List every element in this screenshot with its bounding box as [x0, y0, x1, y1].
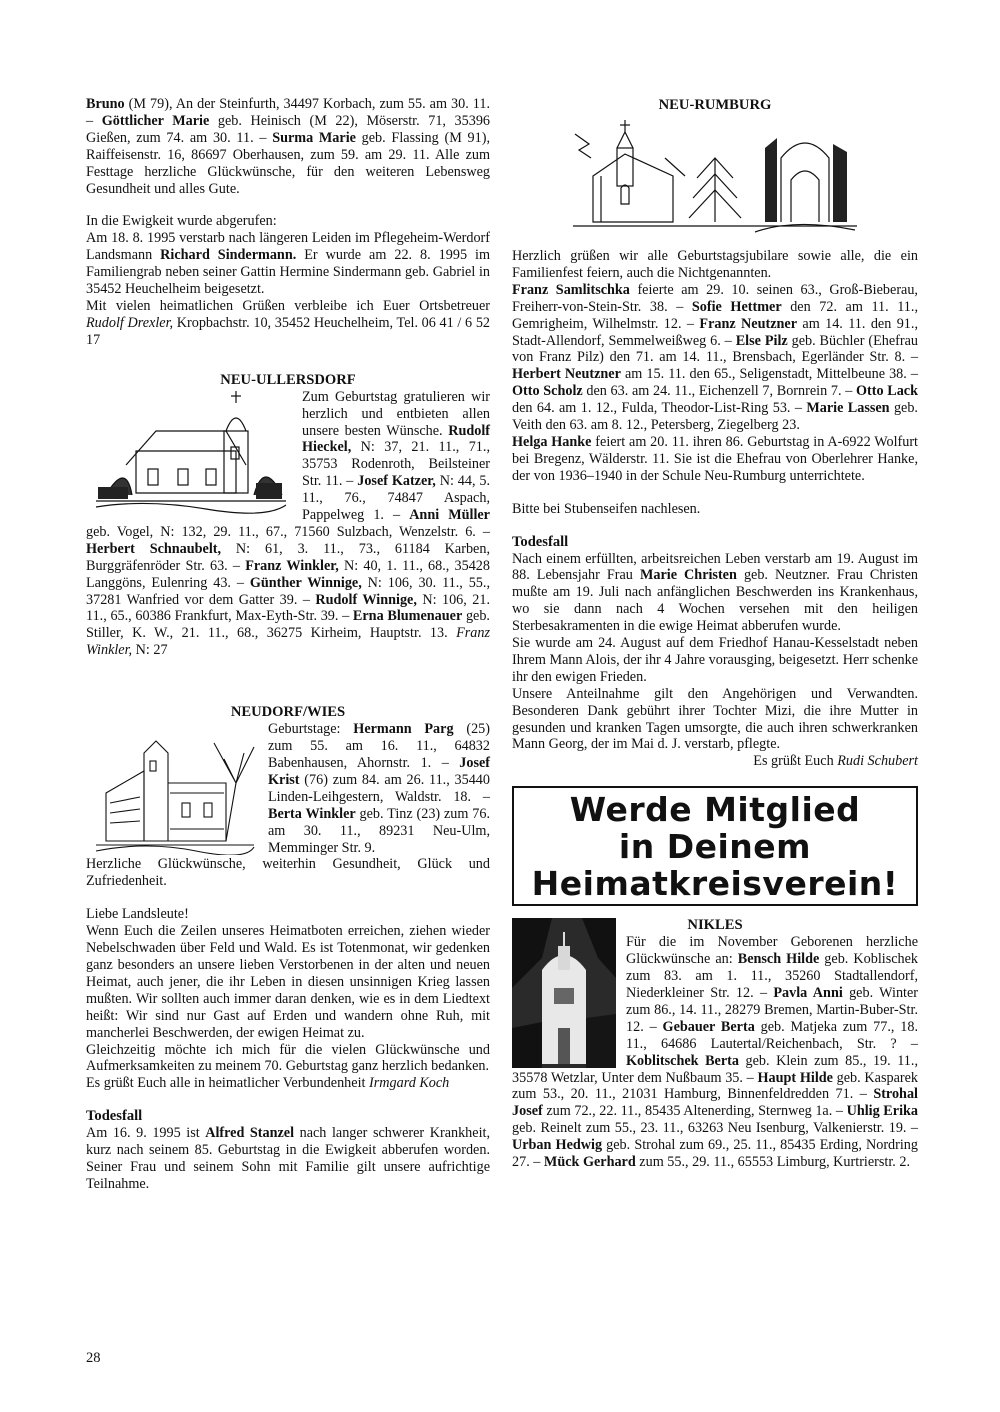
text-run: Mit vielen heimatlichen Grüßen verbleibe ich Euer Ortsbetreuer: [86, 297, 490, 314]
text-run: geb. Matjeka zum 77., 18. 11., 64686 Lautertal/Reichenbach, Str. ? –: [626, 1018, 919, 1052]
text-run: N: 106, 21. 11., 65., 60386 Frankfurt, Max-Eyth-Str. 39. –: [86, 591, 490, 625]
right-column: [512, 96, 918, 1171]
text-run: feiert am 20. 11. ihren 86. Geburtstag in A-6922 Wolfurt bei Bregenz, Wälderstr. 11. Sie ist die Ehefrau von Oberlehrer Hanke, der von 1936–1940 in der Schule Neu-Rumburg unterrichtete.: [512, 433, 919, 484]
text-run: am 14. 11. den 91., Stadt-Allendorf, Semmelweißweg 6. –: [512, 315, 918, 349]
ewigkeit-paragraph: [86, 230, 490, 298]
bold-name: Franz Winkler,: [245, 557, 339, 574]
church-ruin-illustration: [86, 723, 258, 855]
text-run: geb. Stiller, K. W., 21. 11., 68., 36275 Kirheim, Hauptstr. 13.: [86, 608, 490, 642]
banner-line-2: in Deinem: [618, 826, 812, 866]
bold-name: Günther Winnige,: [249, 574, 362, 591]
bold-name: Else Pilz: [735, 332, 788, 349]
bold-name: Helga Hanke: [512, 433, 592, 450]
church-illustration: [86, 391, 294, 515]
left-column: [86, 96, 490, 1193]
text-run: Es grüßt Euch alle in heimatlicher Verbundenheit: [86, 1075, 370, 1092]
text-run: zum 55., 29. 11., 65553 Limburg, Kurtrierstr. 2.: [635, 1154, 911, 1171]
bold-name: Alfred Stanzel: [205, 1125, 295, 1142]
text-run: N: 40, 1. 11., 68., 35428 Langgöns, Eulenring 43. –: [86, 557, 490, 591]
neudorf-title: NEUDORF/WIES: [230, 704, 346, 721]
landsleute-body: Wenn Euch die Zeilen unseres Heimatboten erreichen, ziehen wieder Nebelschwaden über Feld und Wald. Es ist Totenmonat, wir gedenken ganz besonders an unsere lieben Verstorbenen in der alten und neuen Heimat, auch jener, die ihr Leben in diesen unsinnigen Krieg lassen mußten. Wir sollten auch immer daran denken, wie es in dem Liedtext heißt: Wir sind nur Gast auf Erden und wandern ohne Ruh, mit mancherlei Beschwerden, der ewigen Heimat zu.: [86, 923, 490, 1041]
bold-name: Josef Katzer,: [357, 473, 436, 490]
text-run: geb. Vogel, N: 132, 29. 11., 67., 71560 Sulzbach, Wenzelstr. 6. –: [86, 523, 490, 540]
text-run: Es grüßt Euch: [753, 753, 838, 770]
italic-text: Irmgard Koch: [369, 1075, 450, 1092]
todesfall-paragraph-left: [86, 1125, 490, 1193]
bold-name: Urban Hedwig: [512, 1137, 603, 1154]
bold-name: Strohal Josef: [512, 1086, 918, 1120]
nikles-title: NIKLES: [687, 917, 743, 934]
text-run: geb. Reinelt zum 55., 23. 11., 63263 Neu Isenburg, Valkenierstr. 19. –: [512, 1120, 918, 1137]
text-run: geb. Neutzner. Frau Christen mußte am 19. Juli nach anfänglichen Beschwerden ins Krankenhaus, wo sie dann nach 4 Wochen versehen mit den heiligen Sterbesakramenten in die ewige Heimat abberufen wurde.: [512, 567, 918, 635]
neu-ullersdorf-title: NEU-ULLERSDORF: [220, 371, 356, 388]
text-run: geb. Büchler (Ehefrau von Franz Pilz) den 71. am 14. 11., Brensbach, Egerländer Str. 8. –: [512, 332, 918, 366]
text-run: (M 79), An der Steinfurth, 34497 Korbach, zum 55. am 30. 11. –: [86, 96, 490, 129]
text-run: Für die im November Geborenen herzliche Glückwünsche an:: [626, 934, 918, 968]
text-run: den 64. am 1. 12., Fulda, Theodor-List-Ring 53. –: [512, 400, 807, 417]
neu-rumburg-title: NEU-RUMBURG: [658, 97, 772, 113]
bold-name: Erna Blumenauer: [352, 608, 463, 625]
bold-name: Koblitschek Berta: [626, 1052, 739, 1069]
neudorf-wishes: Herzliche Glückwünsche, weiterhin Gesundheit, Glück und Zufriedenheit.: [86, 856, 490, 890]
bold-name: Richard Sindermann.: [160, 247, 297, 264]
italic-text: Rudolf Drexler,: [86, 314, 174, 331]
bold-name: Sofie Hettmer: [691, 298, 782, 315]
text-run: feierte am 29. 10. seinen 63., Groß-Bieberau, Freiherr-von-Stein-Str. 38. –: [512, 281, 918, 315]
text-run: Am 16. 9. 1995 ist: [86, 1125, 206, 1142]
text-run: Nach einem erfüllten, arbeitsreichen Leben verstarb am 19. August im 88. Lebensjahr Frau: [512, 550, 918, 584]
tower-photo: [512, 918, 616, 1068]
bold-name: Uhlig Erika: [846, 1103, 918, 1120]
birthday-intro-paragraph: [86, 96, 490, 197]
text-run: N: 44, 5. 11., 76., 74847 Aspach, Pappelweg 1. –: [302, 473, 490, 524]
text-run: geb. Flassing (M 91), Raiffeisenstr. 16, 86697 Oberhausen, zum 59. am 29. 11. Alle zum Festtage herzliche Glückwünsche, für den weiteren Lebensweg Gesundheit und alles Gute.: [86, 129, 491, 197]
ewigkeit-heading: In die Ewigkeit wurde abgerufen:: [86, 213, 277, 230]
italic-text: Franz Winkler,: [86, 625, 490, 659]
text-run: geb. Koblischek zum 83. am 1. 11., 35260 Stadtallendorf, Niederkleiner Str. 12. –: [626, 951, 919, 1001]
text-run: am 15. 11. den 65., Seligenstadt, Mittelbeune 38. –: [620, 366, 918, 383]
bold-name: Franz Samlitschka: [512, 281, 630, 298]
text-run: geb. Kasparek zum 53., 20. 11., 21031 Hamburg, Binnenfeldredden 71. –: [512, 1069, 918, 1103]
neu-rumburg-paragraph: [512, 282, 918, 434]
todesfall-paragraph-3: Unsere Anteilnahme gilt den Angehörigen und Verwandten. Besonderen Dank gebührt ihrer Tochter Mizi, die ihre Mutter in gesunden und kranken Tagen umsorgte, die auch ihren schwerkranken Mann Georg, der im Mai d. J. verstarb, pflegte.: [512, 685, 918, 753]
stubenseifen-note: Bitte bei Stubenseifen nachlesen.: [512, 500, 701, 517]
text-run: N: 27: [132, 642, 168, 659]
ortsbetreuer-greeting: [86, 298, 490, 349]
bold-name: Otto Lack: [855, 383, 918, 400]
banner-line-1: Werde Mitglied: [569, 789, 861, 829]
bold-name: Pavla Anni: [773, 985, 843, 1001]
bold-name: Anni Müller: [409, 507, 490, 524]
bold-name: Herbert Schnaubelt,: [86, 540, 222, 557]
text-run: (25) zum 55. am 16. 11., 64832 Babenhausen, Ahornstr. 1. –: [268, 721, 490, 771]
hanke-paragraph: [512, 434, 918, 485]
text-run: geb. Veith den 63. am 8. 12., Petersberg, Ziegelberg 23.: [512, 400, 918, 434]
todesfall-paragraph-2: Sie wurde am 24. August auf dem Friedhof Hanau-Kesselstadt neben Ihrem Mann Alois, der ihr 4 Jahre vorausging, beigesetzt. Herr schenke ihr den ewigen Frieden.: [512, 635, 918, 685]
text-run: geb. Heinisch (M 22), Möserstr. 71, 35396 Gießen, zum 74. am 30. 11. –: [86, 112, 491, 146]
bold-name: Otto Scholz: [512, 383, 583, 400]
text-run: nach langer schwerer Krankheit, kurz nach seinem 85. Geburtstag in die Ewigkeit abberufen worden. Seiner Frau und seinem Sohn mit Familie gilt unsere aufrichtige Teilnahme.: [86, 1125, 490, 1192]
bold-name: Bruno: [86, 96, 125, 112]
bold-name: Surma Marie: [272, 129, 356, 146]
text-run: N: 106, 30. 11., 55., 37281 Wanfried vor dem Gatter 39. –: [86, 574, 490, 608]
text-run: (76) zum 84. am 26. 11., 35440 Linden-Leihgestern, Waldstr. 18. –: [268, 771, 490, 805]
landsleute-sign: [86, 1075, 490, 1092]
bold-name: Haupt Hilde: [757, 1069, 833, 1086]
text-run: Zum Geburtstag gratulieren wir herzlich und entbieten allen unsere besten Wünsche.: [302, 388, 490, 439]
todesfall-paragraph-1: [512, 551, 918, 636]
bold-name: Hermann Parg: [353, 721, 454, 738]
text-run: geb. Tinz (23) zum 76. am 30. 11., 89231 Neu-Ulm, Memminger Str. 9.: [268, 805, 491, 856]
text-run: den 63. am 24. 11., Eichenzell 7, Bornrein 7. –: [582, 383, 856, 400]
text-run: Er wurde am 22. 8. 1995 im Familiengrab neben seiner Gattin Hermine Sindermann geb. Gabriel in 35452 Heuchelheim beigesetzt.: [86, 247, 491, 298]
text-run: N: 61, 3. 11., 73., 61184 Karben, Burggräfenröder Str. 63. –: [86, 540, 490, 574]
text-run: den 72. am 11. 11., Gemrigheim, Wilhelmstr. 12. –: [512, 298, 918, 332]
neu-rumburg-greeting: Herzlich grüßen wir alle Geburtstagsjubilare sowie alle, die ein Familienfest feiern, auch die Nichtgenannten.: [512, 248, 918, 281]
landsleute-thanks: Gleichzeitig möchte ich mich für die vielen Glückwünsche und Aufmerksamkeiten zu meinem 70. Geburtstag ganz herzlich bedanken.: [86, 1041, 490, 1075]
todesfall-heading-left: Todesfall: [86, 1108, 143, 1125]
text-run: Kropbachstr. 10, 35452 Heuchelheim, Tel. 06 41 / 6 52 17: [86, 314, 491, 348]
italic-text: Rudi Schubert: [837, 753, 918, 770]
bold-name: Marie Lassen: [806, 400, 890, 417]
bold-name: Bensch Hilde: [737, 951, 820, 968]
text-run: Am 18. 8. 1995 verstarb nach längeren Leiden im Pflegeheim-Werdorf Landsmann: [86, 230, 490, 264]
bold-name: Gebauer Berta: [662, 1018, 755, 1035]
todesfall-heading-right: Todesfall: [512, 533, 569, 550]
text-run: geb. Klein zum 85., 19. 11., 35578 Wetzlar, Unter dem Nußbaum 35. –: [512, 1052, 918, 1086]
text-run: geb. Strohal zum 69., 25. 11., 85435 Erding, Nordring 27. –: [512, 1137, 918, 1171]
banner-line-3: Heimatkreisverein!: [531, 863, 899, 903]
bold-name: Mück Gerhard: [543, 1154, 636, 1171]
bold-name: Marie Christen: [639, 567, 737, 584]
text-run: Geburtstage:: [268, 721, 354, 738]
text-run: zum 72., 22. 11., 85435 Altenerding, Sternweg 1a. –: [542, 1103, 847, 1120]
text-run: geb. Winter zum 86., 14. 11., 28279 Bremen, Martin-Buber-Str. 12. –: [626, 985, 918, 1035]
bold-name: Göttlicher Marie: [101, 112, 210, 129]
bold-name: Rudolf Hieckel,: [302, 422, 490, 456]
bold-name: Franz Neutzner: [699, 315, 797, 332]
neu-rumburg-illustration: [565, 118, 865, 240]
membership-banner: [512, 786, 918, 906]
todesfall-sign: [512, 753, 918, 770]
landsleute-salutation: Liebe Landsleute!: [86, 906, 189, 923]
bold-name: Josef Krist: [268, 755, 490, 788]
page-number: 28: [86, 1350, 101, 1366]
bold-name: Herbert Neutzner: [512, 366, 621, 383]
bold-name: Berta Winkler: [268, 805, 356, 822]
text-run: N: 37, 21. 11., 71., 35753 Rodenroth, Beilsteiner Str. 11. –: [302, 439, 490, 490]
bold-name: Rudolf Winnige,: [315, 591, 417, 608]
